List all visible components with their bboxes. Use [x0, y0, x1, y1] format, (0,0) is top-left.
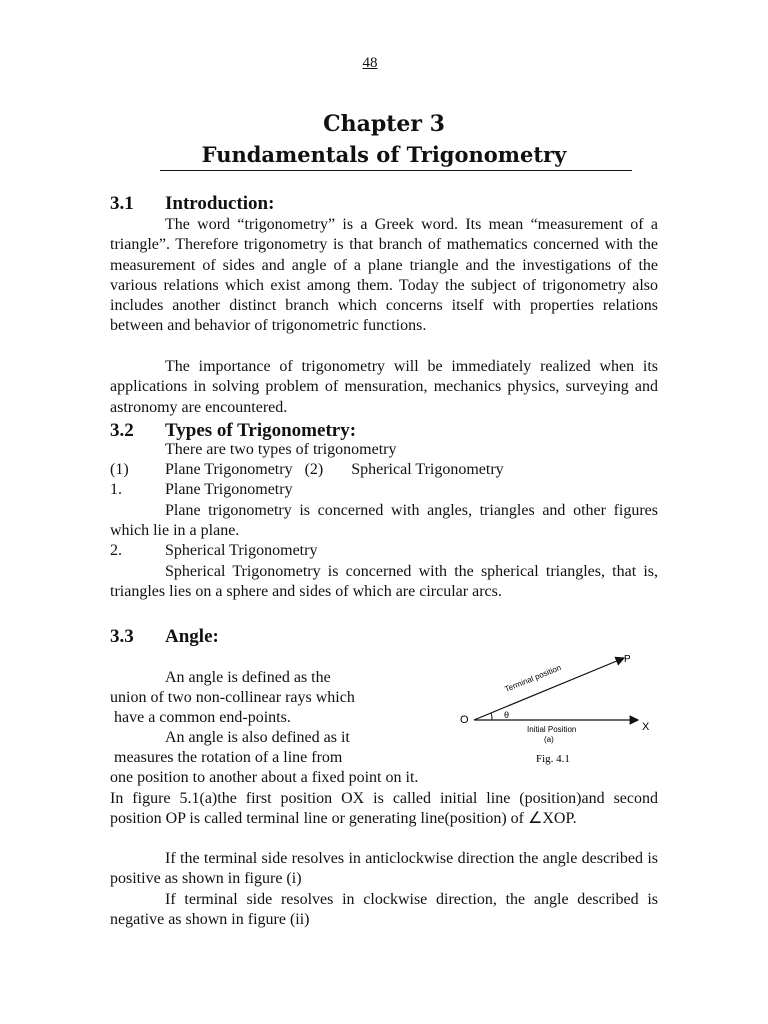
positive-angle-paragraph: If the terminal side resolves in anticlockwise direction the angle described is positive as shown in figure (i): [110, 850, 658, 888]
intro-paragraph: The word “trigonometry” is a Greek word. Its mean “measurement of a triangle”. Therefore trigonometry is that branch of mathematics concerned with the measurement of sides and angle of a plane triangle and the investigations of the various relations which exist among them. Today the subject of trigonometry also includes another distinct branch which concerns itself with properties relations between and behavior of trigonometric functions.: [110, 216, 658, 335]
section-title: Angle:: [165, 626, 219, 647]
section-number: 3.3: [110, 626, 134, 647]
types-list-line: [110, 461, 504, 479]
angle-arc: [491, 713, 492, 720]
importance-paragraph: The importance of trigonometry will be immediately realized when its applications in solving problem of mensuration, mechanics physics, surveying and astronomy are encountered.: [110, 358, 658, 416]
initial-position-label: Initial Position: [527, 725, 577, 734]
section-heading-3-1: [110, 193, 274, 215]
angle-line-4: An angle is also defined as it: [165, 729, 350, 746]
angle-line-5: measures the rotation of a line from: [114, 749, 343, 766]
types-intro: There are two types of trigonometry: [165, 441, 397, 458]
chapter-number: Chapter 3: [323, 111, 445, 137]
section-heading-3-3: [110, 626, 219, 648]
chapter-title: Fundamentals of Trigonometry: [201, 142, 567, 167]
item-number: 2.: [110, 542, 122, 559]
figure-paragraph: In figure 5.1(a)the first position OX is called initial line (position)and second position OP is called terminal line or generating line(position) of ∠XOP.: [110, 790, 658, 828]
angle-line-6: one position to another about a fixed point on it.: [110, 769, 419, 786]
figure-sub-label: (a): [544, 735, 554, 744]
section-number: 3.2: [110, 420, 134, 441]
angle-line-2: union of two non-collinear rays which: [110, 689, 355, 706]
angle-figure: [452, 650, 662, 775]
title-underline: [160, 170, 632, 171]
option-1-number: (1): [110, 461, 129, 478]
item-number: 1.: [110, 481, 122, 498]
item-title: Plane Trigonometry: [165, 481, 293, 498]
point-p-label: P: [624, 654, 631, 665]
point-o-label: O: [460, 714, 469, 726]
item-title: Spherical Trigonometry: [165, 542, 318, 559]
figure-caption: Fig. 4.1: [536, 753, 570, 765]
page-number: 48: [362, 55, 378, 71]
terminal-position-label: Terminal position: [503, 663, 563, 694]
item-1-heading: [110, 481, 293, 499]
angle-line-3: have a common end-points.: [114, 709, 291, 726]
section-title: Types of Trigonometry:: [165, 420, 357, 441]
item-1-text: Plane trigonometry is concerned with angles, triangles and other figures which lie in a plane.: [110, 502, 658, 540]
point-x-label: X: [642, 721, 650, 733]
section-heading-3-2: [110, 420, 356, 442]
angle-line-1: An angle is defined as the: [165, 669, 331, 686]
option-2-label: Spherical Trigonometry: [351, 461, 504, 478]
option-2-number: (2): [304, 461, 324, 478]
item-2-heading: [110, 542, 317, 560]
option-1-label: Plane Trigonometry: [165, 461, 293, 478]
section-number: 3.1: [110, 193, 134, 214]
negative-angle-paragraph: If terminal side resolves in clockwise direction, the angle described is negative as shown in figure (ii): [110, 891, 658, 929]
theta-label: θ: [504, 710, 510, 720]
section-title: Introduction:: [165, 193, 275, 214]
item-2-text: Spherical Trigonometry is concerned with the spherical triangles, that is, triangles lies on a sphere and sides of which are circular arcs.: [110, 563, 658, 601]
